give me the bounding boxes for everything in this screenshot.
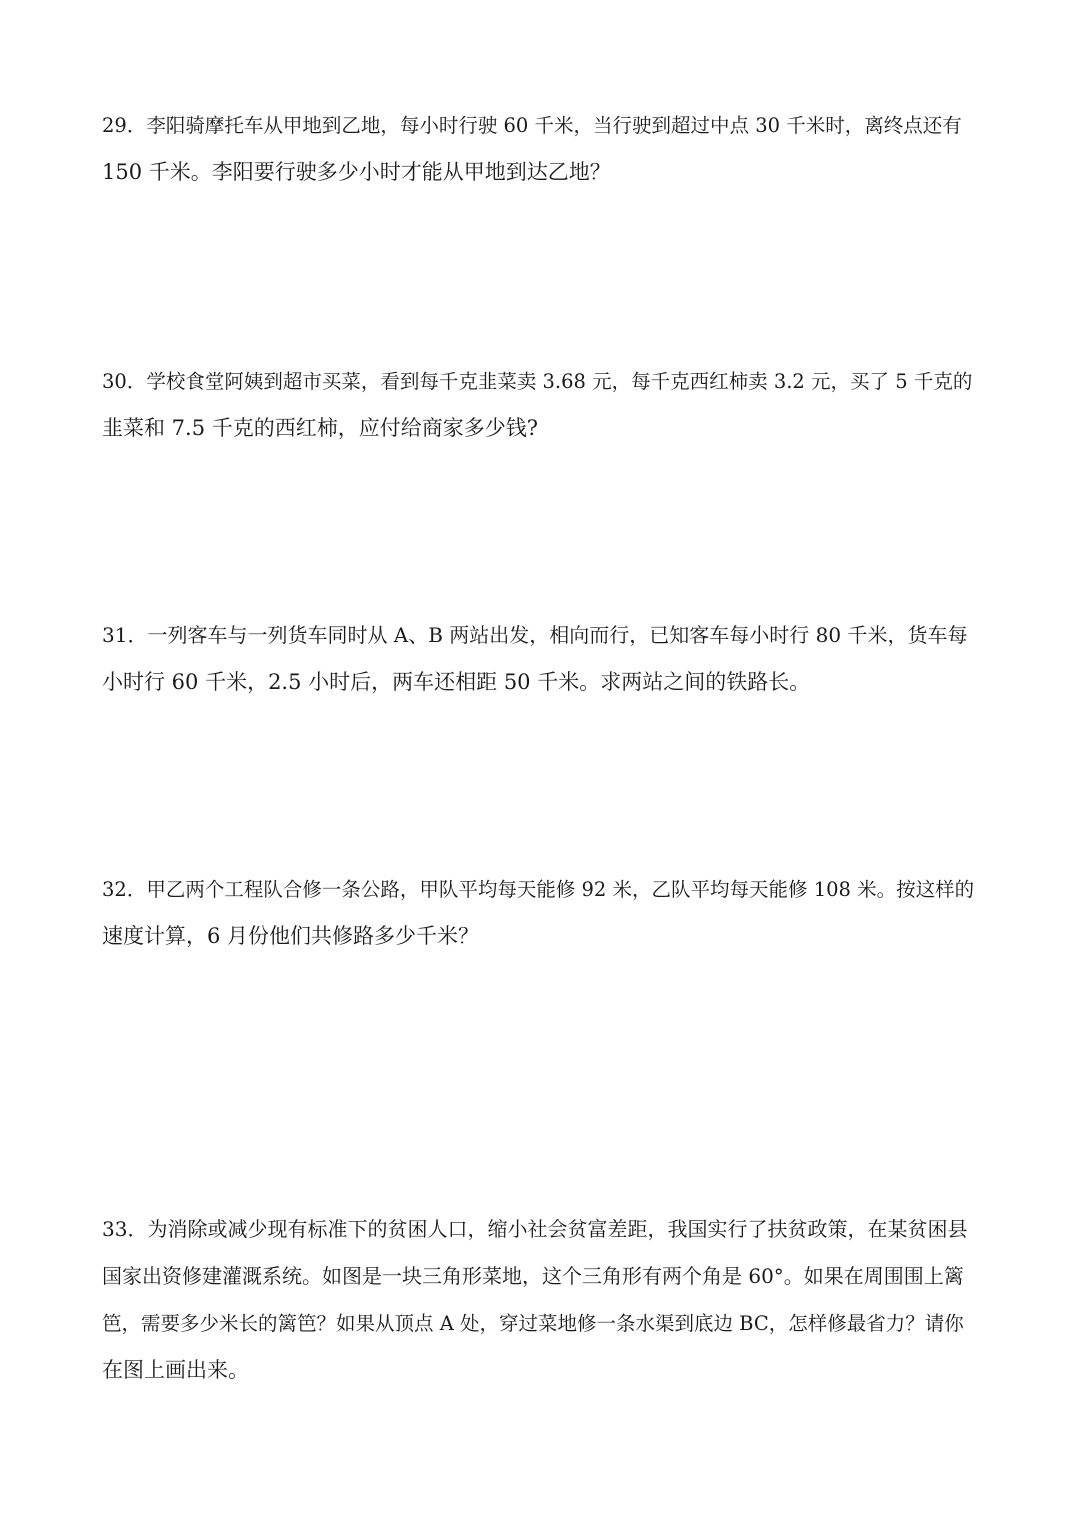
question-31	[102, 612, 982, 706]
question-33-line-2: 国家出资修建灌溉系统。如图是一块三角形菜地，这个三角形有两个角是 60°。如果在周围围上篱	[102, 1264, 964, 1288]
question-30-line-1: 30．学校食堂阿姨到超市买菜，看到每千克韭菜卖 3.68 元，每千克西红柿卖 3.2 元，买了 5 千克的	[102, 370, 973, 393]
question-29-line-2: 150 千米。李阳要行驶多少小时才能从甲地到达乙地？	[102, 160, 611, 184]
question-31-line-1: 31．一列客车与一列货车同时从 A、B 两站出发，相向而行，已知客车每小时行 80 千米，货车每	[102, 623, 968, 647]
question-33-line-4: 在图上画出来。	[102, 1358, 249, 1382]
question-30	[102, 358, 982, 452]
question-32-line-2: 速度计算，6 月份他们共修路多少千米？	[102, 924, 480, 948]
question-32-line-1: 32．甲乙两个工程队合修一条公路，甲队平均每天能修 92 米，乙队平均每天能修 108 米。按这样的	[102, 878, 975, 901]
question-33-line-1: 33．为消除或减少现有标准下的贫困人口，缩小社会贫富差距，我国实行了扶贫政策，在某贫困县	[102, 1217, 968, 1241]
question-30-line-2: 韭菜和 7.5 千克的西红柿，应付给商家多少钱?	[102, 416, 539, 440]
question-31-line-2: 小时行 60 千米，2.5 小时后，两车还相距 50 千米。求两站之间的铁路长。	[102, 670, 811, 694]
question-33	[102, 1206, 982, 1394]
question-29-line-1: 29．李阳骑摩托车从甲地到乙地，每小时行驶 60 千米，当行驶到超过中点 30 千米时，离终点还有	[102, 114, 962, 137]
question-29	[102, 102, 982, 196]
question-32	[102, 866, 982, 960]
question-33-line-3: 笆，需要多少米长的篱笆？如果从顶点 A 处，穿过菜地修一条水渠到底边 BC，怎样修最省力？请你	[102, 1312, 964, 1335]
